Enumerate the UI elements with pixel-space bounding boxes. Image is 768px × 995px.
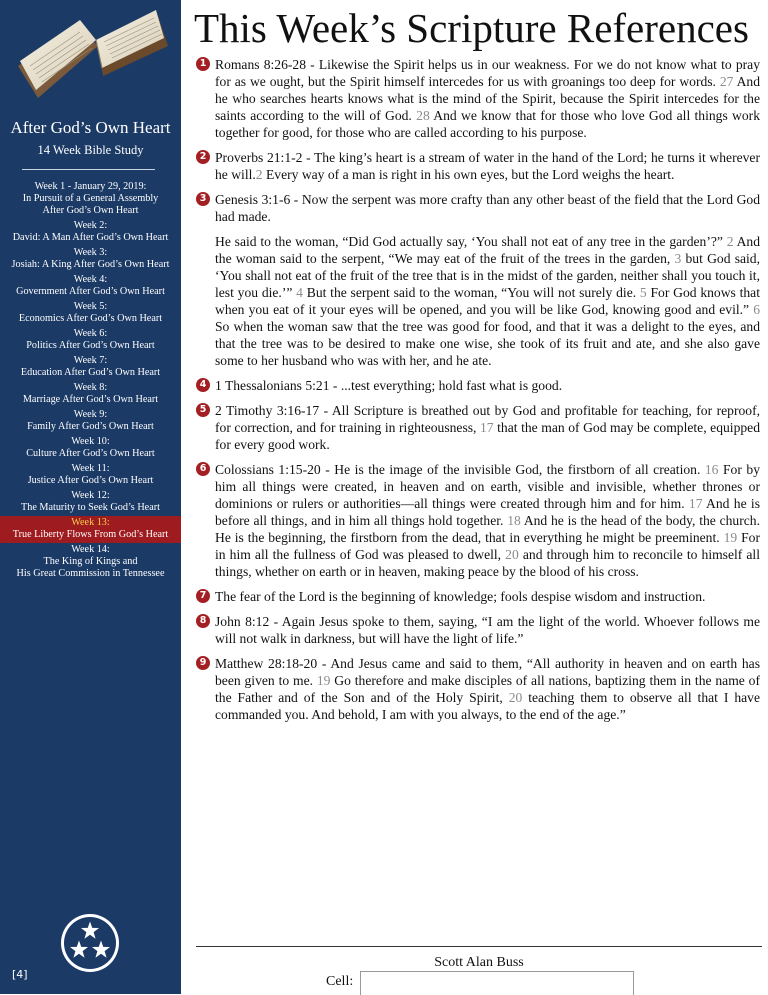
scripture-text: 2 Timothy 3:16-17 - All Scripture is breathed out by God and profitable for teaching, for reproof, for correction, and for training in righteousness, xyxy=(215,403,760,435)
week-heading: Week 9: xyxy=(73,409,108,420)
week-topic: Justice After God’s Own Heart xyxy=(27,475,154,486)
scripture-text: teaching them to observe all that I have commanded you. And behold, I am with you always, to the end of the age.” xyxy=(215,690,760,722)
sidebar-week-item xyxy=(0,489,181,516)
scripture-reference xyxy=(196,56,760,141)
week-heading: Week 2: xyxy=(73,220,108,231)
week-topic: True Liberty Flows From God’s Heart xyxy=(12,529,169,540)
reference-number-badge: 2 xyxy=(196,150,210,164)
week-heading: Week 7: xyxy=(73,355,108,366)
sidebar-week-item xyxy=(0,327,181,354)
reference-paragraph xyxy=(215,56,760,141)
week-heading: Week 6: xyxy=(73,328,108,339)
week-heading: Week 14: xyxy=(71,544,110,555)
reference-paragraph xyxy=(215,149,760,183)
reference-number-badge: 4 xyxy=(196,378,210,392)
week-topic: Josiah: A King After God’s Own Heart xyxy=(11,259,170,270)
verse-number: 28 xyxy=(416,108,430,123)
sidebar-week-item xyxy=(0,516,181,543)
reference-paragraph xyxy=(215,613,760,647)
reference-number-badge: 5 xyxy=(196,403,210,417)
sidebar xyxy=(0,0,181,994)
reference-paragraph xyxy=(215,655,760,723)
scripture-text: And the woman said to the serpent, “We may eat of the fruit of the trees in the garden, xyxy=(215,234,760,266)
sidebar-week-item xyxy=(0,543,181,582)
week-topic: Marriage After God’s Own Heart xyxy=(22,394,159,405)
reference-paragraph xyxy=(215,588,760,605)
sidebar-week-item xyxy=(0,435,181,462)
week-topic: Politics After God’s Own Heart xyxy=(26,340,155,351)
reference-number-badge: 9 xyxy=(196,656,210,670)
verse-number: 17 xyxy=(688,496,703,511)
scripture-text: And he is before all things, and in him all things hold together. xyxy=(215,496,760,528)
verse-number: 4 xyxy=(296,285,303,300)
verse-number: 20 xyxy=(508,690,523,705)
sidebar-week-item xyxy=(0,246,181,273)
sidebar-week-item xyxy=(0,354,181,381)
verse-number: 5 xyxy=(639,285,647,300)
week-heading: Week 5: xyxy=(73,301,108,312)
reference-paragraph xyxy=(215,461,760,580)
sidebar-week-item xyxy=(0,273,181,300)
sidebar-week-item xyxy=(0,300,181,327)
cell-label: Cell: xyxy=(326,974,354,989)
scripture-text: that the man of God may be complete, equipped for every good work. xyxy=(215,420,761,452)
scripture-text: Genesis 3:1-6 - Now the serpent was more crafty than any other beast of the field that the Lord God had made. xyxy=(215,192,760,224)
scripture-text: But the serpent said to the woman, “You will not surely die. xyxy=(302,285,640,300)
sidebar-week-item xyxy=(0,219,181,246)
scripture-reference-list xyxy=(196,56,760,731)
scripture-text: Romans 8:26-28 - Likewise the Spirit helps us in our weakness. For we do not know what to pray for as we ought, but the Spirit himself intercedes for us with groanings too deep for words. xyxy=(215,57,760,89)
page-title: This Week’s Scripture References xyxy=(194,5,749,51)
reference-paragraph xyxy=(215,191,760,225)
week-topic: Culture After God’s Own Heart xyxy=(26,448,155,459)
scripture-reference xyxy=(196,461,760,580)
scripture-text: Go therefore and make disciples of all nations, baptizing them in the name of the Father and of the Son and of the Holy Spirit, xyxy=(215,673,760,705)
scripture-text: So when the woman saw that the tree was good for food, and that it was a delight to the eyes, and that the tree was to be desired to make one wise, she took of its fruit and ate, and she also gave some to her husband who was with her, and he ate. xyxy=(215,319,760,368)
week-heading: Week 11: xyxy=(71,463,110,474)
verse-number: 18 xyxy=(507,513,521,528)
scripture-reference xyxy=(196,613,760,647)
week-heading: Week 10: xyxy=(71,436,110,447)
week-heading: Week 3: xyxy=(73,247,108,258)
sidebar-divider xyxy=(22,169,155,170)
cell-field[interactable] xyxy=(360,971,634,995)
scripture-text: And we know that for those who love God all things work together for good, for those who are called according to his purpose. xyxy=(215,108,760,140)
verse-number: 2 xyxy=(255,167,263,182)
reference-number-badge: 1 xyxy=(196,57,210,71)
scripture-text: Matthew 28:18-20 - And Jesus came and said to them, “All authority in heaven and on earth has been given to me. xyxy=(215,656,760,688)
verse-number: 20 xyxy=(505,547,519,562)
study-title: After God’s Own Heart xyxy=(10,118,171,137)
scripture-text: And he is the head of the body, the church. He is the beginning, the firstborn from the dead, that in everything he might be preeminent. xyxy=(215,513,760,545)
week-topic: Family After God’s Own Heart xyxy=(27,421,154,432)
week-topic: Government After God’s Own Heart xyxy=(16,286,165,297)
sidebar-week-item xyxy=(0,462,181,489)
scripture-text: John 8:12 - Again Jesus spoke to them, saying, “I am the light of the world. Whoever follows me will not walk in darkness, but will have the light of life.” xyxy=(215,614,760,646)
scripture-reference xyxy=(196,377,760,394)
reference-number-badge: 8 xyxy=(196,614,210,628)
scripture-text: And he who searches hearts knows what is the mind of the Spirit, because the Spirit intercedes for the saints according to the will of God. xyxy=(215,74,761,123)
week-topic: Economics After God’s Own Heart xyxy=(18,313,163,324)
scripture-reference xyxy=(196,149,760,183)
week-list xyxy=(0,180,181,582)
tennessee-tri-star-icon xyxy=(60,913,120,973)
scripture-reference xyxy=(196,402,760,453)
scripture-reference xyxy=(196,588,760,605)
sidebar-week-item xyxy=(0,180,181,219)
scripture-text: and through him to reconcile to himself all things, whether on earth or in heaven, making peace by the blood of his cross. xyxy=(215,547,760,579)
footer-divider xyxy=(196,946,762,947)
verse-number: 17 xyxy=(479,420,494,435)
reference-paragraph xyxy=(215,402,760,453)
week-heading: Week 1 - January 29, 2019: xyxy=(34,181,147,192)
week-topic: The King of Kings and xyxy=(43,556,138,567)
reference-paragraph xyxy=(215,377,760,394)
scripture-text: For God knows that when you eat of it your eyes will be opened, and you will be like God, knowing good and evil.” xyxy=(215,285,760,317)
week-topic: After God’s Own Heart xyxy=(42,205,139,216)
reference-number-badge: 3 xyxy=(196,192,210,206)
week-topic: David: A Man After God’s Own Heart xyxy=(12,232,169,243)
scripture-text: Colossians 1:15-20 - He is the image of the invisible God, the firstborn of all creation. xyxy=(215,462,705,477)
verse-number: 19 xyxy=(316,673,331,688)
verse-number: 19 xyxy=(723,530,738,545)
week-topic: The Maturity to Seek God’s Heart xyxy=(21,502,160,513)
scripture-text: For in him all the fullness of God was pleased to dwell, xyxy=(215,530,760,562)
verse-number: 16 xyxy=(704,462,719,477)
sidebar-week-item xyxy=(0,408,181,435)
scripture-reference xyxy=(196,655,760,723)
verse-number: 27 xyxy=(719,74,734,89)
study-subtitle: 14 Week Bible Study xyxy=(37,143,144,157)
scripture-text: Proverbs 21:1-2 - The king’s heart is a stream of water in the hand of the Lord; he turns it wherever he will. xyxy=(215,150,760,182)
verse-number: 6 xyxy=(753,302,760,317)
verse-number: 3 xyxy=(674,251,682,266)
scripture-text: but God said, ‘You shall not eat of the fruit of the tree that is in the midst of the garden, neither shall you touch it, lest you die.’” xyxy=(215,251,760,300)
scripture-text: The fear of the Lord is the beginning of knowledge; fools despise wisdom and instruction. xyxy=(215,589,706,604)
page-number: [4] xyxy=(12,968,28,981)
open-bible-image xyxy=(8,6,173,106)
week-heading: Week 13: xyxy=(71,517,110,528)
scripture-text: Every way of a man is right in his own eyes, but the Lord weighs the heart. xyxy=(262,167,675,182)
reference-paragraph xyxy=(215,233,760,369)
week-heading: Week 8: xyxy=(73,382,108,393)
reference-number-badge: 7 xyxy=(196,589,210,603)
scripture-text: For by him all things were created, in heaven and on earth, visible and invisible, whether thrones or dominions or rulers or authorities—all things were created through him and for him. xyxy=(215,462,760,511)
week-topic: His Great Commission in Tennessee xyxy=(16,568,165,579)
scripture-text: He said to the woman, “Did God actually say, ‘You shall not eat of any tree in the garden’?” xyxy=(215,234,727,249)
scripture-text: 1 Thessalonians 5:21 - ...test everything; hold fast what is good. xyxy=(215,378,563,393)
week-topic: Education After God’s Own Heart xyxy=(20,367,161,378)
verse-number: 2 xyxy=(726,234,734,249)
author-name: Scott Alan Buss xyxy=(434,955,524,970)
reference-number-badge: 6 xyxy=(196,462,210,476)
week-topic: In Pursuit of a General Assembly xyxy=(22,193,159,204)
week-heading: Week 12: xyxy=(71,490,110,501)
sidebar-week-item xyxy=(0,381,181,408)
scripture-reference xyxy=(196,191,760,369)
week-heading: Week 4: xyxy=(73,274,108,285)
